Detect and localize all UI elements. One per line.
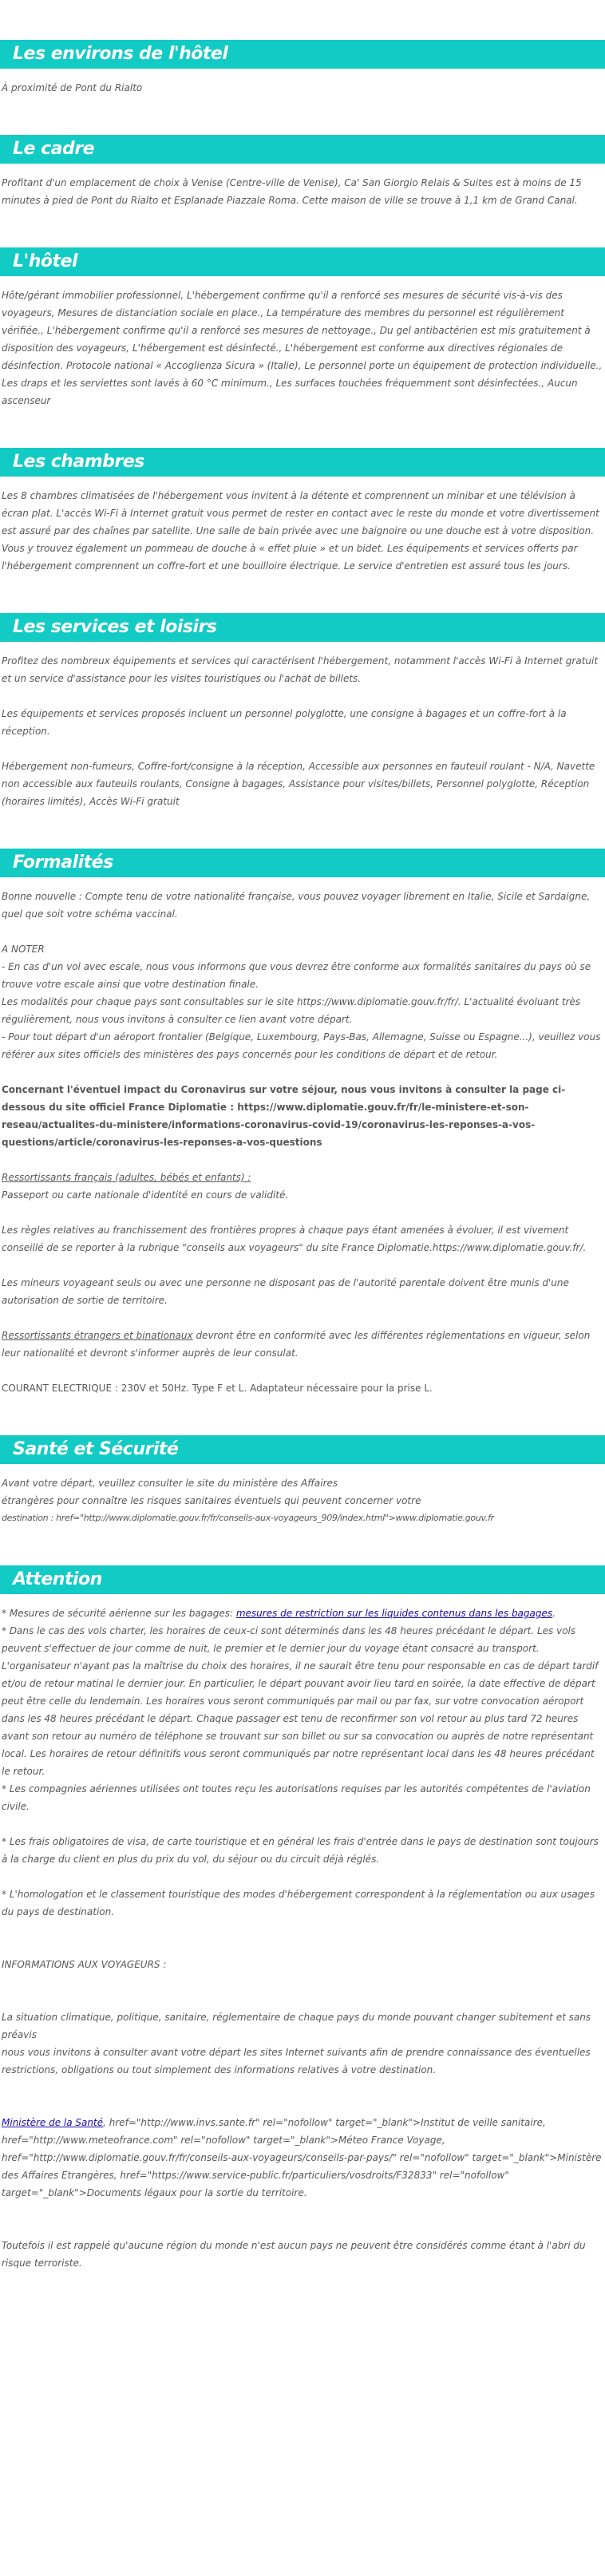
- info-title: INFORMATIONS AUX VOYAGEURS :: [2, 1959, 167, 1970]
- covid-notice: Concernant l'éventuel impact du Coronavirus sur votre séjour, nous vous invitons à consulter la page ci-dessous du site officiel France Diplomatie : https://www.diplomatie.gouv.fr/fr/le-ministere-et-son-reseau/actualites-du-ministere/informations-coronavirus-covid-19/coronavirus-les-reponses-a-vos-questions/article/coronavirus-les-reponses-a-vos-questions: [2, 1084, 566, 1148]
- section-title: Santé et Sécurité: [0, 1435, 605, 1464]
- section-title: Attention: [0, 1565, 605, 1594]
- sante-line: étrangères pour connaître les risques sanitaires éventuels qui peuvent concerner votre: [2, 1495, 421, 1506]
- section-text: Les 8 chambres climatisées de l'hébergement vous invitent à la détente et comprennent un minibar et une télévision à écran plat. L'accès Wi-Fi à Internet gratuit vous permet de rester en contact avec le reste du monde et votre divertissement est assuré par des chaînes par satellite. Une salle de bain privée avec une baignoire ou une douche est à votre disposition. Vous y trouvez également un pommeau de douche à « effet pluie » et un bidet. Les équipements et services offerts par l'hébergement comprennent un coffre-fort et une bouilloire électrique. Le service d'entretien est assuré tous les jours.: [2, 490, 599, 572]
- section-title: Les services et loisirs: [0, 613, 605, 642]
- attention-text: .: [552, 1608, 556, 1619]
- foreign-nationals-heading: Ressortissants étrangers et binationaux: [2, 1330, 193, 1341]
- section-attention: [0, 1565, 605, 2272]
- frontier-rules: Les règles relatives au franchissement des frontières propres à chaque pays étant amenées à évoluer, il est vivement conseillé de se reporter à la rubrique "conseils aux voyageurs" du site France Diplomatie.https://www.diplomatie.gouv.fr/.: [2, 1225, 587, 1253]
- section-formalites: [0, 849, 605, 1397]
- foreign-nationals-text: devront être en conformité avec les différentes réglementations en vigueur, selon leur nationalité et devront s'informer auprès de leur consulat.: [2, 1330, 591, 1359]
- foreign-nationals: [2, 1327, 603, 1362]
- useful-links: [2, 2114, 603, 2202]
- page: [0, 40, 605, 2272]
- formalites-intro: Bonne nouvelle : Compte tenu de votre nationalité française, vous pouvez voyager librement en Italie, Sicile et Sardaigne, quel que soit votre schéma vaccinal.: [2, 891, 591, 920]
- section-text: Hôte/gérant immobilier professionnel, L'hébergement confirme qu'il a renforcé ses mesures de sécurité vis-à-vis des voyageurs, Mesures de distanciation sociale en place., La température des membres du personnel est régulièrement vérifiée., L'hébergement confirme qu'il a renforcé ses mesures de nettoyage., Du gel antibactérien est mis gratuitement à disposition des voyageurs, L'hébergement est désinfecté., L'hébergement est conforme aux directives régionales de désinfection. Protocole national « Accoglienza Sicura » (Italie), Le personnel porte un équipement de protection individuelle., Les draps et les serviettes sont lavés à 60 °C minimum., Les surfaces touchées fréquemment sont désinfectées., Aucun ascenseur: [2, 290, 603, 406]
- terrorism-notice: Toutefois il est rappelé qu'aucune région du monde n'est aucun pays ne peuvent être considérés comme étant à l'abri du risque terroriste.: [2, 2240, 586, 2269]
- attention-text: * Mesures de sécurité aérienne sur les bagages:: [2, 1608, 236, 1619]
- section-text: À proximité de Pont du Rialto: [2, 82, 143, 93]
- section-title: Les environs de l'hôtel: [0, 40, 605, 69]
- services-paragraph-2: Les équipements et services proposés incluent un personnel polyglotte, une consigne à bagages et un coffre-fort à la réception.: [2, 708, 567, 737]
- note-item: Les modalités pour chaque pays sont consultables sur le site https://www.diplomatie.gouv.fr/fr/. L'actualité évoluant très régulièrement, nous vous invitons à consulter ce lien avant votre départ.: [2, 996, 581, 1025]
- info-text: nous vous invitons à consulter avant votre départ les sites Internet suivants afin de prendre connaissance des éventuelles restrictions, obligations ou tout simplement des informations relatives à votre destination.: [2, 2047, 591, 2075]
- section-sante: [0, 1435, 605, 1527]
- section-title: L'hôtel: [0, 247, 605, 276]
- note-item: - En cas d'un vol avec escale, nous vous informons que vous devrez être conforme aux formalités sanitaires du pays où se trouve votre escale ainsi que votre destination finale.: [2, 961, 591, 990]
- section-environs: [0, 40, 605, 97]
- services-paragraph-1: Profitez des nombreux équipements et services qui caractérisent l'hébergement, notamment l'accès Wi-Fi à Internet gratuit et un service d'assistance pour les visites touristiques ou l'achat de billets.: [2, 655, 599, 684]
- section-cadre: [0, 135, 605, 209]
- electric-info: COURANT ELECTRIQUE : 230V et 50Hz. Type F et L. Adaptateur nécessaire pour la prise L.: [2, 1383, 433, 1394]
- section-title: Les chambres: [0, 448, 605, 477]
- minors-rules: Les mineurs voyageant seuls ou avec une personne ne disposant pas de l'autorité parentale doivent être munis d'une autorisation de sortie de territoire.: [2, 1277, 569, 1306]
- sante-line: destination : href="http://www.diplomatie.gouv.fr/fr/conseils-aux-voyageurs_909/index.html">www.diplomatie.gouv.fr: [2, 1513, 494, 1523]
- sante-line: Avant votre départ, veuillez consulter le site du ministère des Affaires: [2, 1478, 338, 1489]
- french-nationals-heading: Ressortissants français (adultes, bébés et enfants) :: [2, 1172, 251, 1183]
- attention-item: * L'homologation et le classement touristique des modes d'hébergement correspondent à la réglementation ou aux usages du pays de destination.: [2, 1889, 595, 1917]
- attention-item: [2, 1605, 603, 1622]
- attention-item: * Les compagnies aériennes utilisées ont toutes reçu les autorisations requises par les autorités compétentes de l'aviation civile.: [2, 1783, 591, 1812]
- useful-links-text: , href="http://www.invs.sante.fr" rel="nofollow" target="_blank">Institut de veille sanitaire, href="http://www.meteofrance.com" rel="nofollow" target="_blank">Méteo France Voyage, href="http://www.diplomatie.gouv.fr/fr/conseils-aux-voyageurs/conseils-par-pays/" rel="nofollow" target="_blank">Ministère des Affaires Etrangères, href="https://www.service-public.fr/particuliers/vosdroits/F32833" rel="nofollow" target="_blank">Documents légaux pour la sortie du territoire.: [2, 2117, 602, 2198]
- info-text: La situation climatique, politique, sanitaire, réglementaire de chaque pays du monde pouvant changer subitement et sans préavis: [2, 2012, 591, 2040]
- section-title: Formalités: [0, 849, 605, 877]
- attention-item: * Dans le cas des vols charter, les horaires de ceux-ci sont déterminés dans les 48 heures précédant le départ. Les vols peuvent s'effectuer de jour comme de nuit, le premier et le dernier jour du voyage étant consacré au transport. L'organisateur n'ayant pas la maîtrise du choix des horaires, il ne saurait être tenu pour responsable en cas de départ tardif et/ou de retour matinal le dernier jour. En particulier, le départ pouvant avoir lieu tard en soirée, la date effective de départ peut être celle du lendemain. Les horaires vous seront communiqués par mail ou par fax, sur votre convocation aéroport dans les 48 heures précédant le départ. Chaque passager est tenu de reconfirmer son vol retour au plus tard 72 heures avant son retour au numéro de téléphone se trouvant sur son billet ou sur sa convocation ou auprès de notre représentant local. Les horaires de retour définitifs vous seront communiqués par notre représentant local dans les 48 heures précédant le retour.: [2, 1625, 599, 1777]
- health-ministry-link[interactable]: Ministère de la Santé: [2, 2117, 104, 2128]
- section-chambres: [0, 448, 605, 575]
- liquids-restriction-link[interactable]: mesures de restriction sur les liquides contenus dans les bagages: [235, 1608, 553, 1619]
- section-title: Le cadre: [0, 135, 605, 164]
- french-nationals-text: Passeport ou carte nationale d'identité en cours de validité.: [2, 1189, 289, 1201]
- section-text: Profitant d'un emplacement de choix à Venise (Centre-ville de Venise), Ca' San Giorgio Relais & Suites est à moins de 15 minutes à pied de Pont du Rialto et Esplanade Piazzale Roma. Cette maison de ville se trouve à 1,1 km de Grand Canal.: [2, 177, 582, 206]
- services-paragraph-3: Hébergement non-fumeurs, Coffre-fort/consigne à la réception, Accessible aux personnes en fauteuil roulant - N/A, Navette non accessible aux fauteuils roulants, Consigne à bagages, Assistance pour visites/billets, Personnel polyglotte, Réception (horaires limités), Accès Wi-Fi gratuit: [2, 761, 595, 807]
- note-item: - Pour tout départ d'un aéroport frontalier (Belgique, Luxembourg, Pays-Bas, Allemagne, Suisse ou Espagne...), veuillez vous référer aux sites officiels des ministères des pays concernés pour les conditions de départ et de retour.: [2, 1031, 601, 1060]
- attention-item: * Les frais obligatoires de visa, de carte touristique et en général les frais d'entrée dans le pays de destination sont toujours à la charge du client en plus du prix du vol, du séjour ou du circuit déjà réglés.: [2, 1836, 599, 1865]
- section-hotel: [0, 247, 605, 410]
- note-title: A NOTER: [2, 944, 45, 955]
- section-services: [0, 613, 605, 810]
